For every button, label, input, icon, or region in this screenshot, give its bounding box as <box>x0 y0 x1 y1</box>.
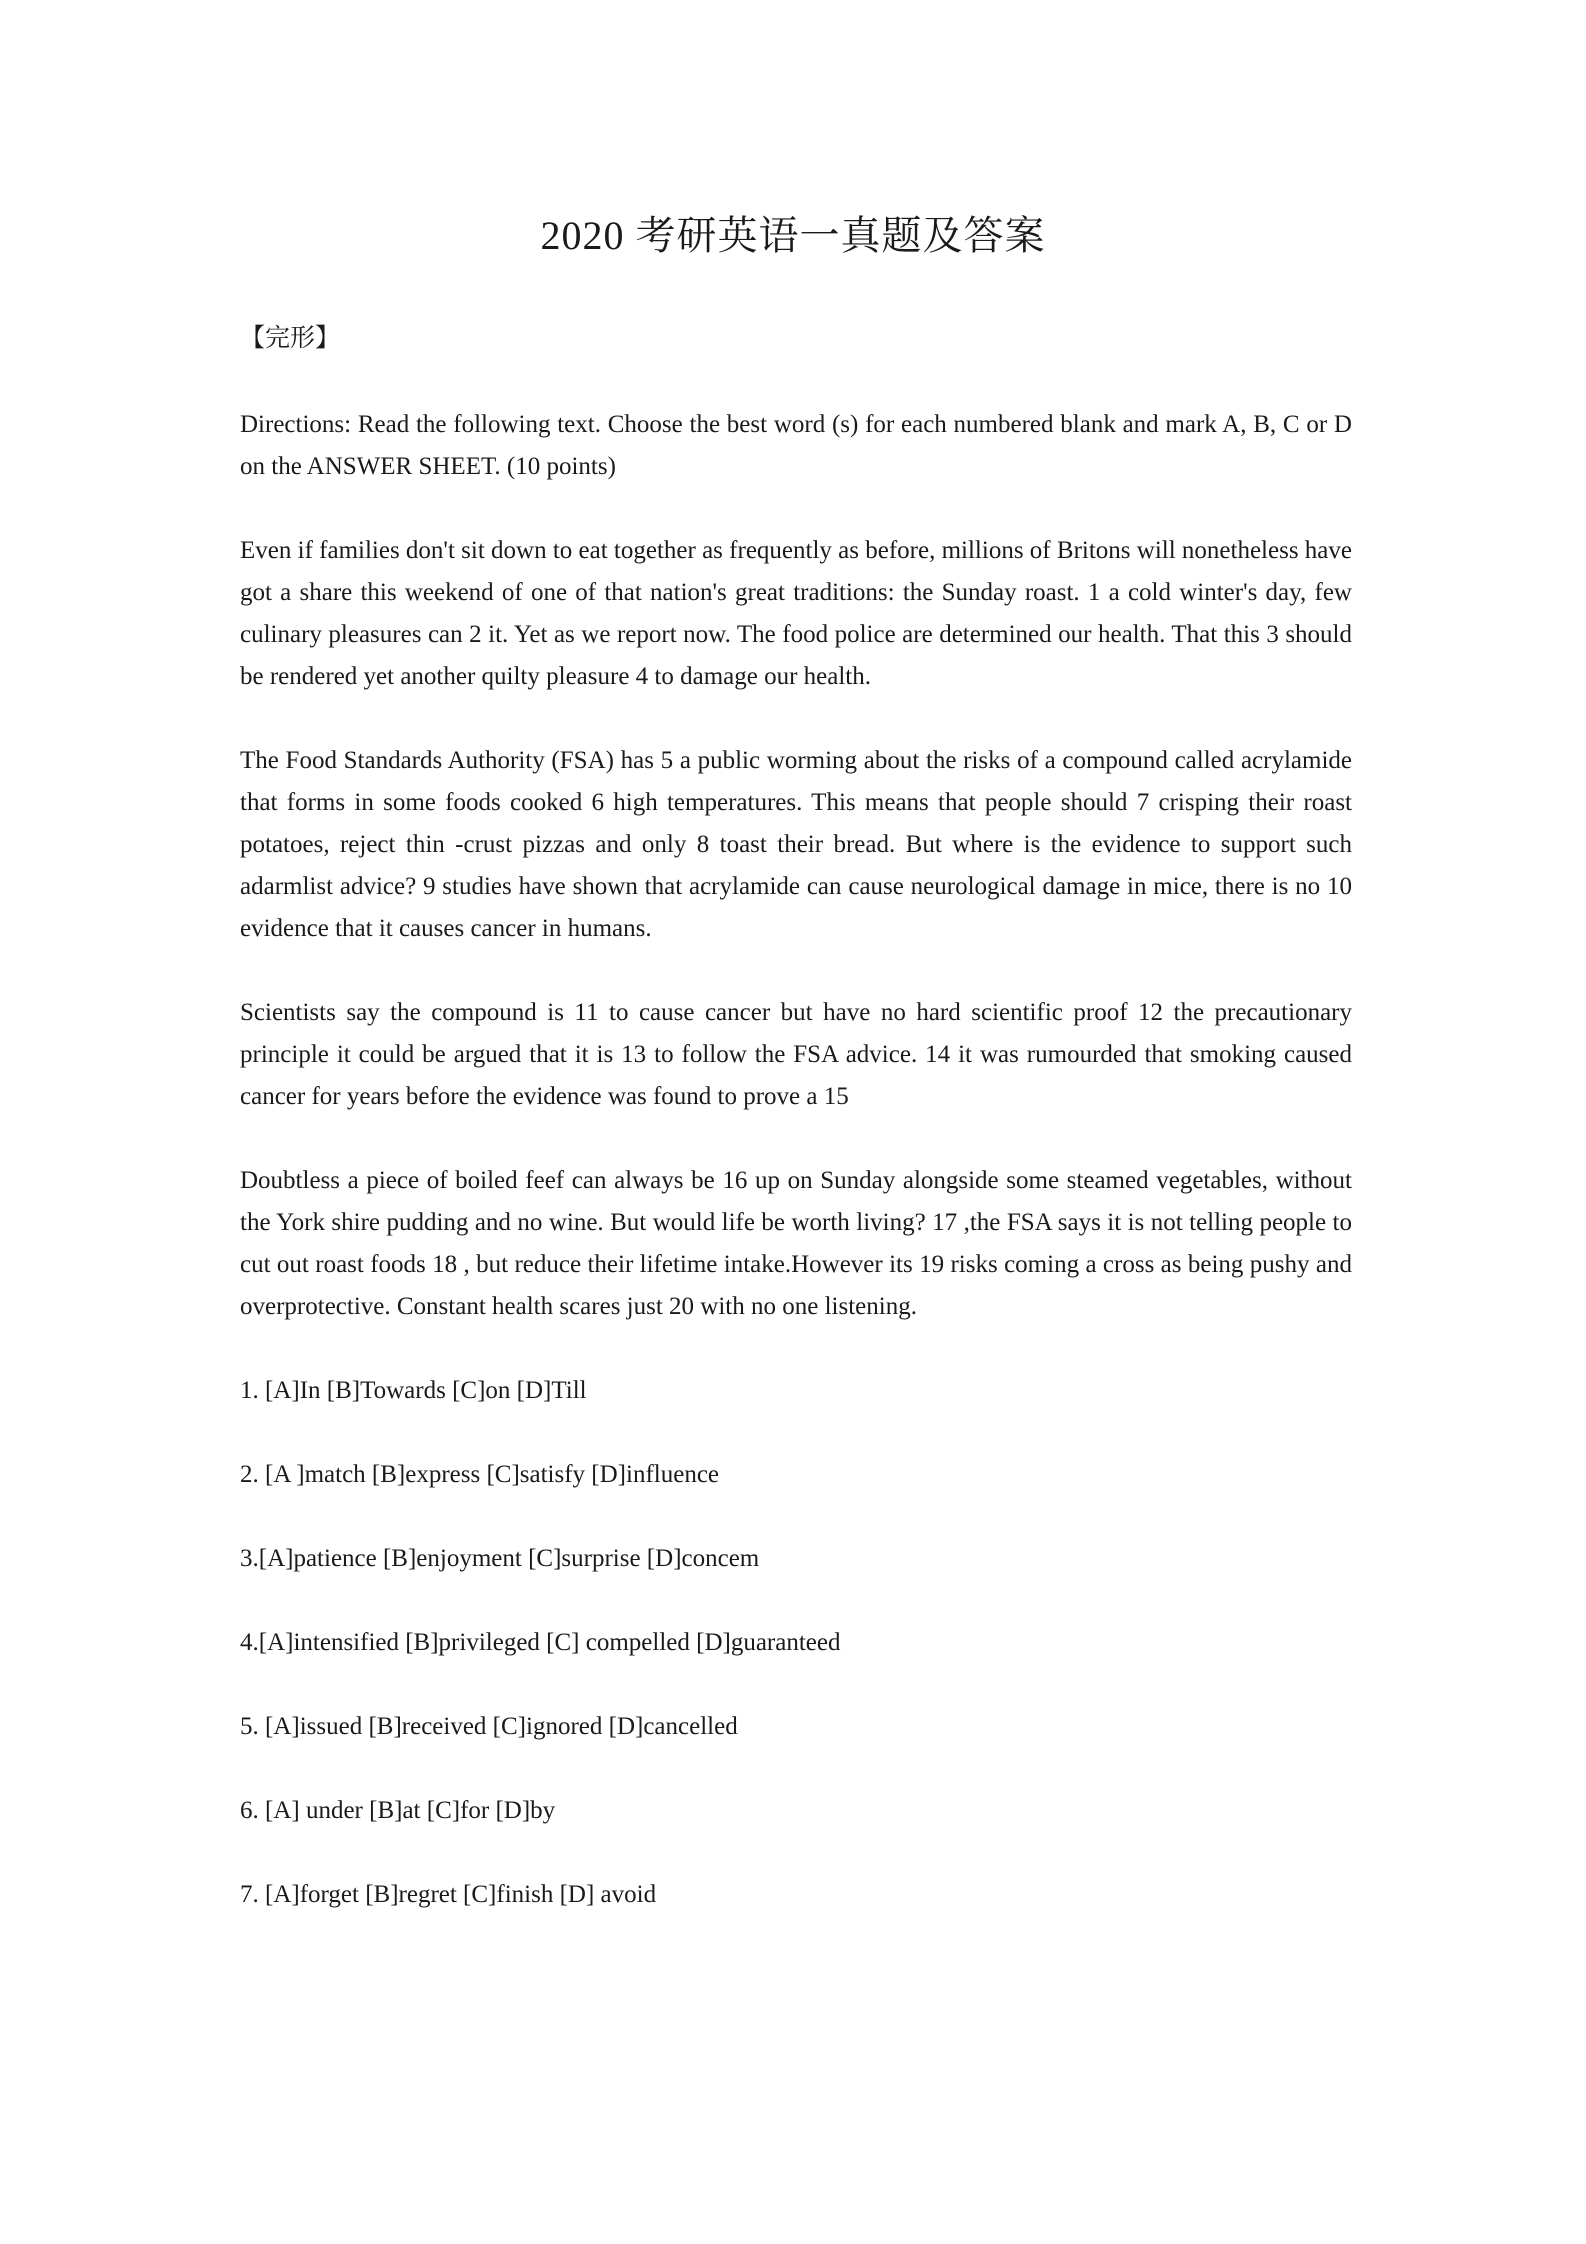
passage-paragraph: Even if families don't sit down to eat together as frequently as before, millions of Britons will nonetheless have got a share this weekend of one of that nation's great traditions: the Sunday roast. 1 a cold winter's day, few culinary pleasures can 2 it. Yet as we report now. The food police are determined our health. That this 3 should be rendered yet another quilty pleasure 4 to damage our health. <box>240 537 1352 690</box>
question-option: 3.[A]patience [B]enjoyment [C]surprise [D]concem <box>240 1545 760 1572</box>
question-option: 2. [A ]match [B]express [C]satisfy [D]influence <box>240 1461 720 1488</box>
document-body <box>240 318 1352 1916</box>
passage-paragraph: Doubtless a piece of boiled feef can always be 16 up on Sunday alongside some steamed vegetables, without the York shire pudding and no wine. But would life be worth living? 17 ,the FSA says it is not telling people to cut out roast foods 18 , but reduce their lifetime intake.However its 19 risks coming a cross as being pushy and overprotective. Constant health scares just 20 with no one listening. <box>240 1167 1352 1320</box>
question-option: 1. [A]In [B]Towards [C]on [D]Till <box>240 1377 587 1404</box>
directions-text: Directions: Read the following text. Choose the best word (s) for each numbered blank and mark A, B, C or D on the ANSWER SHEET. (10 points) <box>240 411 1352 480</box>
question-option: 6. [A] under [B]at [C]for [D]by <box>240 1797 556 1824</box>
passage-paragraph: The Food Standards Authority (FSA) has 5 a public worming about the risks of a compound called acrylamide that forms in some foods cooked 6 high temperatures. This means that people should 7 crisping their roast potatoes, reject thin -crust pizzas and only 8 toast their bread. But where is the evidence to support such adarmlist advice? 9 studies have shown that acrylamide can cause neurological damage in mice, there is no 10 evidence that it causes cancer in humans. <box>240 747 1352 942</box>
page-title: 2020 考研英语一真题及答案 <box>540 213 1046 258</box>
question-option: 5. [A]issued [B]received [C]ignored [D]cancelled <box>240 1713 738 1740</box>
question-option: 7. [A]forget [B]regret [C]finish [D] avoid <box>240 1881 657 1908</box>
passage-paragraph: Scientists say the compound is 11 to cause cancer but have no hard scientific proof 12 the precautionary principle it could be argued that it is 13 to follow the FSA advice. 14 it was rumourded that smoking caused cancer for years before the evidence was found to prove a 15 <box>240 999 1352 1110</box>
question-options-list <box>240 1370 1352 1916</box>
question-option: 4.[A]intensified [B]privileged [C] compelled [D]guaranteed <box>240 1629 841 1656</box>
section-label: 【完形】 <box>240 325 341 352</box>
